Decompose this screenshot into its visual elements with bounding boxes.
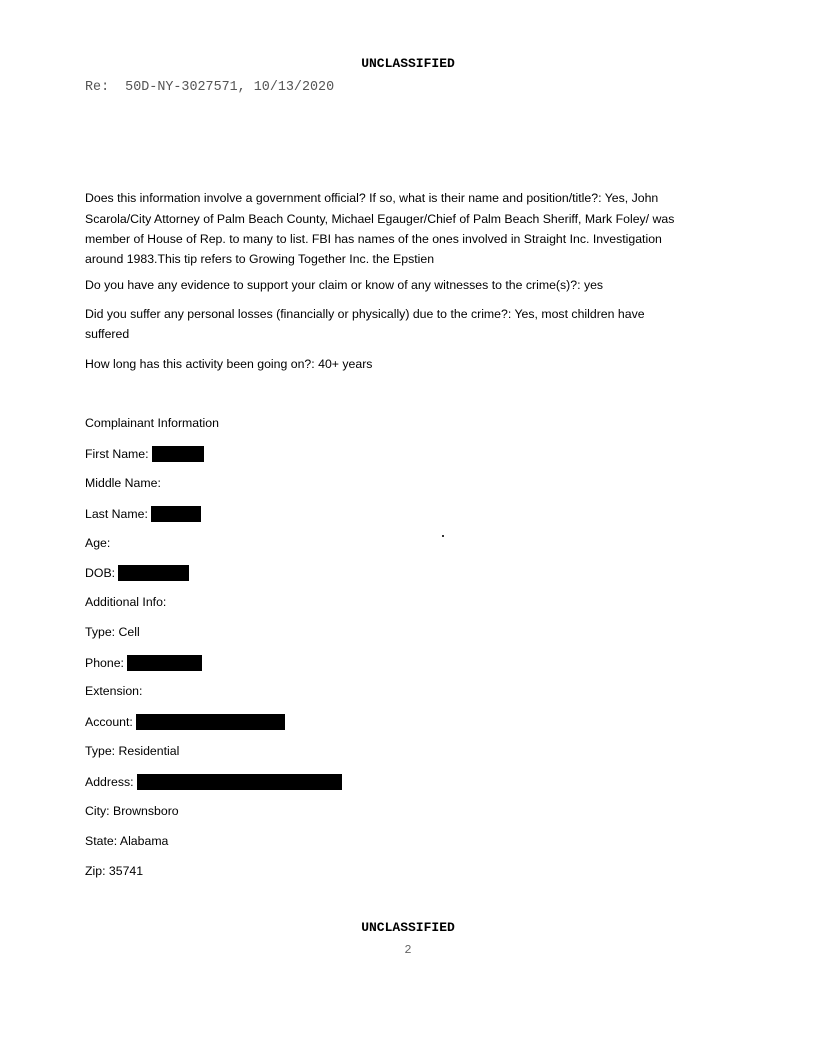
field-account — [85, 714, 285, 730]
question-losses: Did you suffer any personal losses (financially or physically) due to the crime?: Yes, most children have — [85, 307, 645, 321]
field-zip: Zip: 35741 — [85, 864, 144, 878]
field-dob — [85, 565, 189, 581]
redaction-box — [127, 655, 202, 671]
field-state: State: Alabama — [85, 834, 169, 848]
field-label: DOB: — [85, 566, 116, 580]
field-last-name — [85, 506, 201, 522]
redaction-box — [118, 565, 189, 581]
text-line: Does this information involve a government official? If so, what is their name and position/title?: Yes, John — [85, 191, 659, 205]
redaction-box — [151, 506, 201, 522]
classification-footer: UNCLASSIFIED — [361, 920, 455, 935]
field-label: Account: — [85, 715, 133, 729]
field-type-cell: Type: Cell — [85, 625, 140, 639]
reference-line: Re: 50D-NY-3027571, 10/13/2020 — [85, 80, 335, 95]
field-first-name — [85, 446, 204, 462]
question-evidence: Do you have any evidence to support your claim or know of any witnesses to the crime(s)?: yes — [85, 278, 604, 292]
field-label: Phone: — [85, 656, 124, 670]
redaction-box — [136, 714, 285, 730]
stray-dot — [442, 535, 444, 537]
text-line: around 1983.This tip refers to Growing Together Inc. the Epstien — [85, 252, 435, 266]
page-number: 2 — [404, 943, 412, 957]
field-label: Address: — [85, 775, 134, 789]
field-type-residential: Type: Residential — [85, 744, 180, 758]
field-phone — [85, 655, 202, 671]
field-label: First Name: — [85, 447, 149, 461]
question-duration: How long has this activity been going on?: 40+ years — [85, 357, 373, 371]
field-middle-name: Middle Name: — [85, 476, 161, 490]
field-age: Age: — [85, 536, 111, 550]
text-line: member of House of Rep. to many to list. FBI has names of the ones involved in Straight Inc. Investigation — [85, 232, 662, 246]
redaction-box — [152, 446, 204, 462]
field-extension: Extension: — [85, 684, 143, 698]
text-line: Scarola/City Attorney of Palm Beach County, Michael Egauger/Chief of Palm Beach Sheriff, Mark Foley/ was — [85, 212, 675, 226]
classification-header: UNCLASSIFIED — [361, 56, 455, 71]
redaction-box — [137, 774, 342, 790]
question-losses-cont: suffered — [85, 327, 130, 341]
field-label: Last Name: — [85, 507, 148, 521]
field-additional-info: Additional Info: — [85, 595, 167, 609]
field-city: City: Brownsboro — [85, 804, 179, 818]
field-address — [85, 774, 342, 790]
complainant-heading: Complainant Information — [85, 416, 219, 430]
